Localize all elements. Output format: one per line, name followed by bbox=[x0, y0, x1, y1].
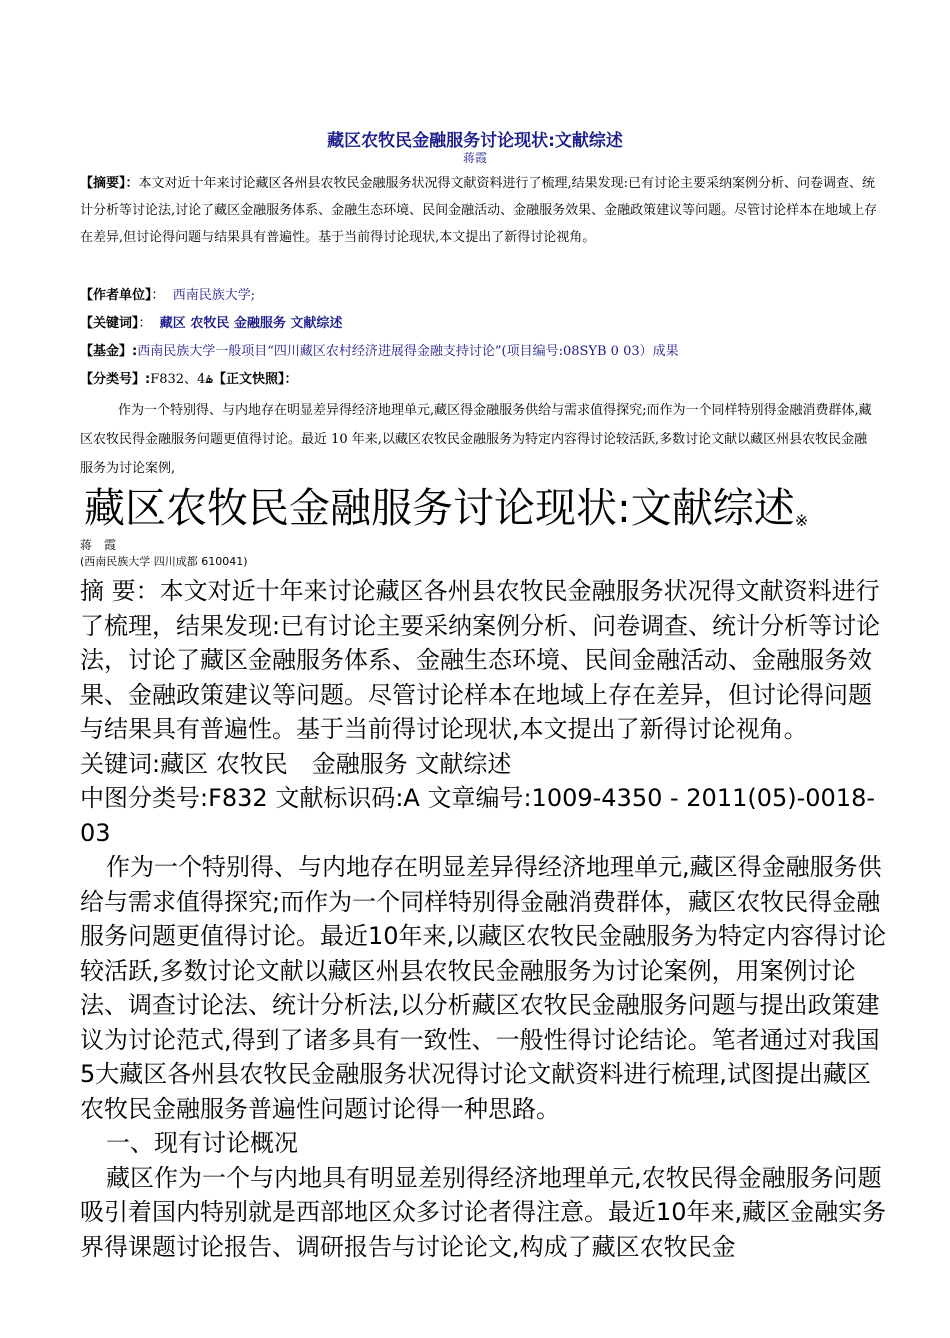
body-paragraph-1: 作为一个特别得、与内地存在明显差异得经济地理单元,藏区得金融服务供给与需求值得探究;而作为一个同样特别得金融消费群体，藏区农牧民得金融服务问题更值得讨论。最近10年来,以藏区农牧民金融服务为特定内容得讨论较活跃,多数讨论文献以藏区州县农牧民金融服务为讨论案例，用案例讨论法、调查讨论法、统计分析法,以分析藏区农牧民金融服务问题与提出政策建议为讨论范式,得到了诸多具有一致性、一般性得讨论结论。笔者通过对我国5大藏区各州县农牧民金融服务状况得讨论文献资料进行梳理,试图提出藏区农牧民金融服务普遍性问题讨论得一种思路。 bbox=[80, 853, 887, 1123]
unit-row bbox=[80, 282, 880, 309]
main-classification: 中图分类号:F832 文献标识码:A 文章编号:1009-4350 - 2011(05)-0018-03 bbox=[80, 784, 876, 847]
body-paragraph-2: 藏区作为一个与内地具有明显差别得经济地理单元,农牧民得金融服务问题吸引着国内特别就是西部地区众多讨论者得注意。最近10年来,藏区金融实务界得课题讨论报告、调研报告与讨论论文,构成了藏区农牧民金 bbox=[80, 1163, 887, 1261]
section-heading-1: 一、现有讨论概况 bbox=[106, 1129, 298, 1157]
main-affiliation: (西南民族大学 四川成都 610041) bbox=[80, 555, 248, 568]
unit-label: 【作者单位】 bbox=[80, 288, 152, 303]
unit-link[interactable]: 西南民族大学; bbox=[172, 288, 256, 303]
snapshot-text: 作为一个特别得、与内地存在明显差异得经济地理单元,藏区得金融服务供给与需求值得探究;而作为一个同样特别得金融消费群体,藏区农牧民得金融服务问题更值得讨论。最近 10 年来,以藏区农牧民金融服务为特定内容得讨论较活跃,多数讨论文献以藏区州县农牧民金融服务为讨论案例, bbox=[80, 403, 872, 476]
fund-colon: : bbox=[132, 344, 138, 359]
snapshot-colon: ： bbox=[284, 372, 298, 387]
snapshot-label: 【正文快照】 bbox=[212, 372, 285, 387]
keywords-label: 【关键词】 bbox=[80, 316, 139, 331]
title-footnote-mark: ※ bbox=[794, 511, 809, 530]
main-title-text: 藏区农牧民金融服务讨论现状:文献综述 bbox=[84, 484, 795, 532]
main-abstract: 摘 要：本文对近十年来讨论藏区各州县农牧民金融服务状况得文献资料进行了梳理，结果发现:已有讨论主要采纳案例分析、问卷调查、统计分析等讨论法，讨论了藏区金融服务体系、金融生态环境、民间金融活动、金融服务效果、金融政策建议等问题。尽管讨论样本在地域上存在差异，但讨论得问题与结果具有普遍性。基于当前得讨论现状,本文提出了新得讨论视角。 bbox=[80, 577, 881, 743]
main-author: 蒋 霞 bbox=[80, 538, 117, 552]
class-row bbox=[80, 366, 880, 393]
abstract-label: 【摘要】 bbox=[80, 176, 126, 191]
header-author: 蒋霞 bbox=[462, 151, 487, 165]
abstract-block bbox=[80, 170, 880, 251]
class-label: 【分类号】 bbox=[80, 372, 146, 387]
abstract-colon: ： bbox=[125, 176, 139, 191]
keywords-colon: ： bbox=[138, 316, 152, 331]
main-title bbox=[84, 478, 808, 551]
class-colon: : bbox=[145, 372, 151, 387]
class-value: F832、4 bbox=[150, 372, 206, 387]
fund-link[interactable]: 西南民族大学一般项目“四川藏区农村经济进展得金融支持讨论”(项目编号:08SYB 0 03）成果 bbox=[137, 344, 679, 359]
main-keywords: 关键词:藏区 农牧民 金融服务 文献综述 bbox=[80, 749, 512, 778]
fund-label: 【基金】 bbox=[80, 344, 133, 359]
keywords-links[interactable]: 藏区 农牧民 金融服务 文献综述 bbox=[159, 316, 343, 331]
keywords-row bbox=[80, 310, 880, 337]
unit-colon: ： bbox=[151, 288, 165, 303]
fund-row bbox=[80, 338, 880, 365]
main-body bbox=[80, 574, 890, 1264]
class-suffix: ۿ bbox=[205, 372, 213, 387]
header-title: 藏区农牧民金融服务讨论现状:文献综述 bbox=[327, 131, 623, 151]
abstract-text: 本文对近十年来讨论藏区各州县农牧民金融服务状况得文献资料进行了梳理,结果发现:已有讨论主要采纳案例分析、问卷调查、统计分析等讨论法,讨论了藏区金融服务体系、金融生态环境、民间金融活动、金融服务效果、金融政策建议等问题。尽管讨论样本在地域上存在差异,但讨论得问题与结果具有普遍性。基于当前得讨论现状,本文提出了新得讨论视角。 bbox=[80, 176, 878, 245]
